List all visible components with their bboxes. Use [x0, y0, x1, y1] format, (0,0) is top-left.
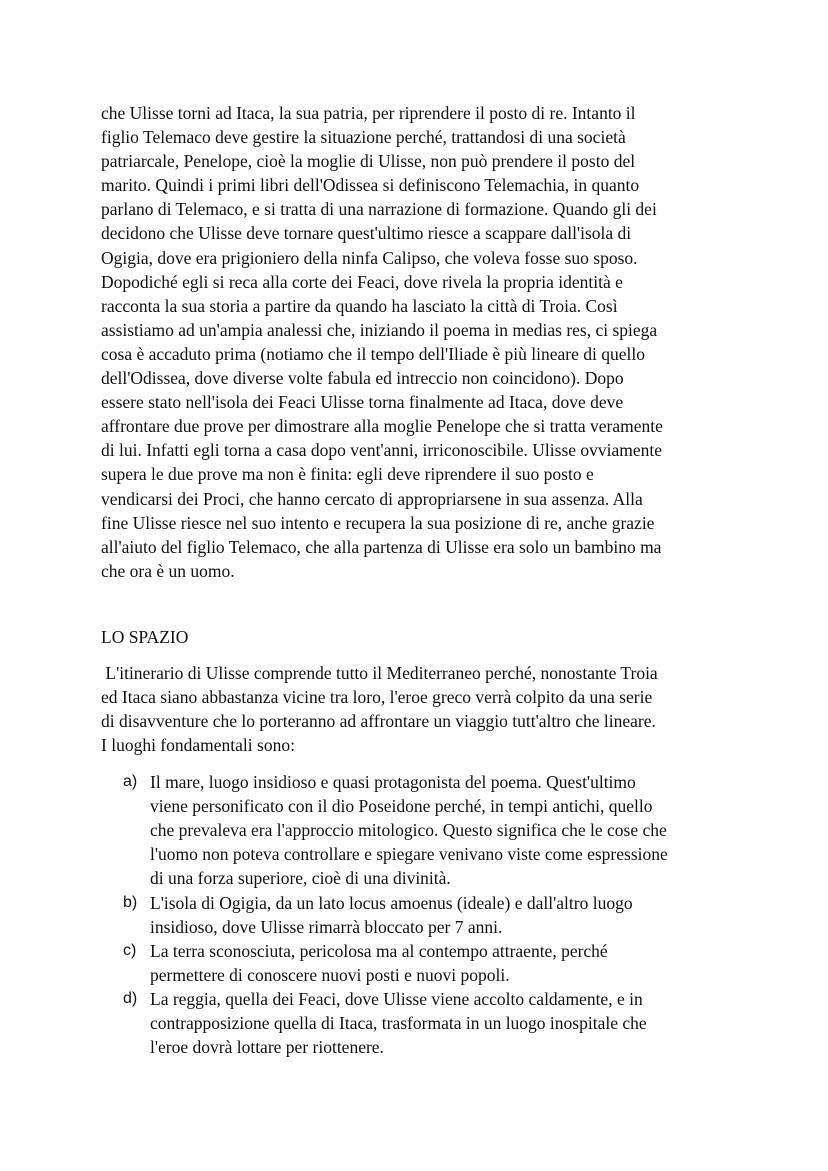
text-line: che prevaleva era l'approccio mitologico. Questo significa che le cose che: [150, 820, 667, 841]
text-line: marito. Quindi i primi libri dell'Odissea si definiscono Telemachia, in quanto: [101, 175, 640, 196]
text-line: L'itinerario di Ulisse comprende tutto il Mediterraneo perché, nonostante Troia: [101, 663, 658, 683]
text-line: racconta la sua storia a partire da quando ha lasciato la città di Troia. Così: [101, 295, 618, 316]
text-line: insidioso, dove Ulisse rimarrà bloccato per 7 anni.: [150, 917, 503, 938]
intro-paragraph: [101, 101, 741, 583]
text-line: ed Itaca siano abbastanza vicine tra loro, l'eroe greco verrà colpito da una serie: [101, 687, 653, 708]
text-line: supera le due prove ma non è finita: egli deve riprendere il suo posto e: [101, 464, 594, 485]
text-line: permettere di conoscere nuovi posti e nuovi popoli.: [150, 965, 510, 986]
list-marker: c): [123, 942, 137, 959]
text-line: contrapposizione quella di Itaca, trasformata in un luogo inospitale che: [150, 1013, 647, 1034]
list-item-text: [150, 891, 750, 939]
text-line: di una forza superiore, cioè di una divinità.: [150, 868, 451, 889]
text-line: assistiamo ad un'ampia analessi che, iniziando il poema in medias res, ci spiega: [101, 319, 658, 340]
list-marker: a): [123, 773, 138, 790]
text-line: patriarcale, Penelope, cioè la moglie di Ulisse, non può prendere il posto del: [101, 151, 636, 172]
text-line: cosa è accaduto prima (notiamo che il tempo dell'Iliade è più lineare di quello: [101, 343, 645, 364]
text-line: Dopodiché egli si reca alla corte dei Feaci, dove rivela la propria identità e: [101, 271, 623, 292]
text-line: all'aiuto del figlio Telemaco, che alla partenza di Ulisse era solo un bambino ma: [101, 536, 662, 557]
text-line: L'isola di Ogigia, da un lato locus amoenus (ideale) e dall'altro luogo: [150, 893, 633, 913]
text-line: che ora è un uomo.: [101, 560, 235, 581]
text-line: essere stato nell'isola dei Feaci Ulisse torna finalmente ad Itaca, dove deve: [101, 392, 624, 413]
text-line: Il mare, luogo insidioso e quasi protagonista del poema. Quest'ultimo: [150, 772, 636, 792]
text-line: dell'Odissea, dove diverse volte fabula ed intreccio non coincidono). Dopo: [101, 368, 624, 389]
text-line: figlio Telemaco deve gestire la situazione perché, trattandosi di una società: [101, 127, 626, 148]
text-line: fine Ulisse riesce nel suo intento e recupera la sua posizione di re, anche grazie: [101, 512, 655, 533]
text-line: La terra sconosciuta, pericolosa ma al contempo attraente, perché: [150, 941, 608, 961]
text-line: l'eroe dovrà lottare per riottenere.: [150, 1037, 384, 1058]
text-line: che Ulisse torni ad Itaca, la sua patria, per riprendere il posto di re. Intanto il: [101, 103, 636, 123]
text-line: affrontare due prove per dimostrare alla moglie Penelope che si tratta veramente: [101, 416, 663, 437]
section-heading: LO SPAZIO: [101, 627, 189, 647]
list-item-text: [150, 939, 750, 987]
text-line: parlano di Telemaco, e si tratta di una narrazione di formazione. Quando gli dei: [101, 199, 657, 220]
text-line: l'uomo non poteva controllare e spiegare venivano viste come espressione: [150, 844, 668, 865]
list-marker: d): [123, 990, 138, 1007]
list-marker: b): [123, 894, 138, 911]
text-line: di disavventure che lo porteranno ad affrontare un viaggio tutt'altro che lineare.: [101, 711, 656, 732]
text-line: vendicarsi dei Proci, che hanno cercato di appropriarsene in sua assenza. Alla: [101, 488, 643, 509]
text-line: di lui. Infatti egli torna a casa dopo vent'anni, irriconoscibile. Ulisse ovviamente: [101, 440, 663, 461]
list-item-text: [150, 987, 750, 1059]
text-line: decidono che Ulisse deve tornare quest'ultimo riesce a scappare dall'isola di: [101, 223, 632, 244]
text-line: I luoghi fondamentali sono:: [101, 735, 295, 756]
space-paragraph: [101, 661, 741, 757]
text-line: La reggia, quella dei Feaci, dove Ulisse viene accolto caldamente, e in: [150, 989, 643, 1009]
text-line: Ogigia, dove era prigioniero della ninfa Calipso, che voleva fosse suo sposo.: [101, 247, 638, 268]
list-item-text: [150, 770, 750, 890]
text-line: viene personificato con il dio Poseidone perché, in tempi antichi, quello: [150, 796, 653, 817]
